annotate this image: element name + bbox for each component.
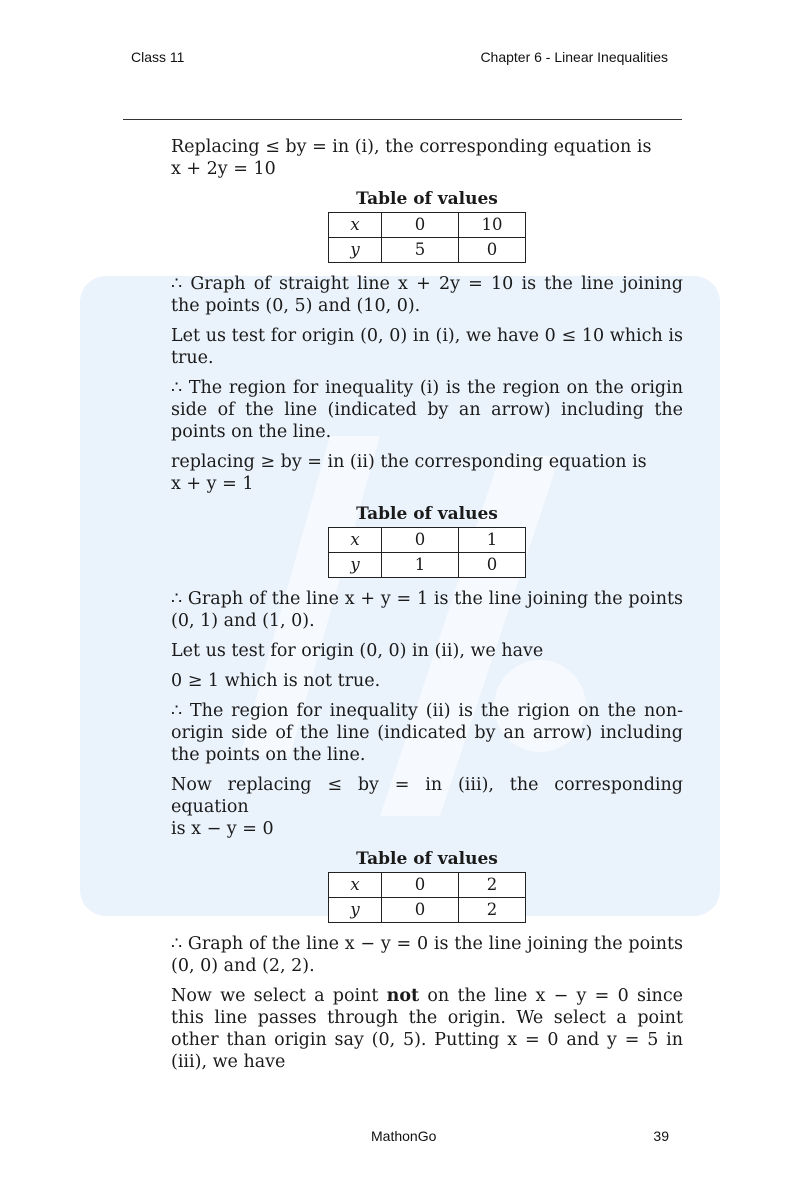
table-cell: y — [329, 238, 382, 263]
table-3-caption: Table of values — [356, 849, 498, 869]
table-cell: 2 — [459, 873, 526, 898]
table-row — [329, 528, 526, 553]
table-cell: 0 — [382, 873, 459, 898]
equation-3: is x − y = 0 — [171, 819, 274, 839]
table-row — [329, 553, 526, 578]
table-cell: x — [329, 528, 382, 553]
table-cell: 2 — [459, 898, 526, 923]
table-cell: 0 — [459, 238, 526, 263]
header-class: Class 11 — [131, 49, 185, 65]
equation-1: x + 2y = 10 — [171, 159, 276, 179]
table-row — [329, 238, 526, 263]
table-cell: 1 — [382, 553, 459, 578]
table-cell: y — [329, 553, 382, 578]
paragraph-12-emphasis: not — [386, 986, 420, 1006]
table-cell: 0 — [382, 528, 459, 553]
paragraph-4: ∴ The region for inequality (i) is the region on the origin side of the line (indicated by an arrow) including the points on the line. — [171, 378, 683, 442]
paragraph-5: replacing ≥ by = in (ii) the corresponding equation is — [171, 452, 647, 472]
table-cell: 10 — [459, 213, 526, 238]
table-cell: x — [329, 873, 382, 898]
table-of-values-1 — [328, 212, 526, 263]
paragraph-3: Let us test for origin (0, 0) in (i), we have 0 ≤ 10 which is true. — [171, 326, 683, 368]
table-2-caption: Table of values — [356, 504, 498, 524]
table-row — [329, 213, 526, 238]
paragraph-12-start: Now we select a point — [171, 986, 387, 1006]
paragraph-1: Replacing ≤ by = in (i), the corresponding equation is — [171, 137, 652, 157]
table-1-caption: Table of values — [356, 189, 498, 209]
paragraph-12-end: on the line x − y = 0 since this line passes through the origin. We select a point other than origin say (0, 5). Putting x = 0 and y = 5 in (iii), we have — [171, 986, 683, 1072]
table-cell: 0 — [382, 898, 459, 923]
table-cell: y — [329, 898, 382, 923]
paragraph-8: 0 ≥ 1 which is not true. — [171, 671, 381, 691]
paragraph-10: Now replacing ≤ by = in (iii), the corresponding equation — [171, 775, 683, 817]
paragraph-9: ∴ The region for inequality (ii) is the rigion on the non-origin side of the line (indicated by an arrow) including the points on the line. — [171, 701, 683, 765]
table-of-values-2 — [328, 527, 526, 578]
paragraph-12 — [171, 985, 683, 1073]
paragraph-2: ∴ Graph of straight line x + 2y = 10 is the line joining the points (0, 5) and (10, 0). — [171, 274, 683, 316]
table-row — [329, 873, 526, 898]
table-of-values-3 — [328, 872, 526, 923]
table-cell: 1 — [459, 528, 526, 553]
table-cell: 0 — [382, 213, 459, 238]
paragraph-11: ∴ Graph of the line x − y = 0 is the line joining the points (0, 0) and (2, 2). — [171, 934, 683, 976]
paragraph-7: Let us test for origin (0, 0) in (ii), we have — [171, 641, 544, 661]
table-cell: x — [329, 213, 382, 238]
page-number: 39 — [653, 1128, 669, 1144]
header-chapter: Chapter 6 - Linear Inequalities — [480, 49, 668, 65]
page-content — [171, 136, 683, 1081]
equation-2: x + y = 1 — [171, 474, 254, 494]
table-cell: 5 — [382, 238, 459, 263]
footer-brand: MathonGo — [371, 1128, 437, 1144]
table-cell: 0 — [459, 553, 526, 578]
paragraph-6: ∴ Graph of the line x + y = 1 is the line joining the points (0, 1) and (1, 0). — [171, 589, 683, 631]
header-divider — [123, 119, 682, 120]
table-row — [329, 898, 526, 923]
